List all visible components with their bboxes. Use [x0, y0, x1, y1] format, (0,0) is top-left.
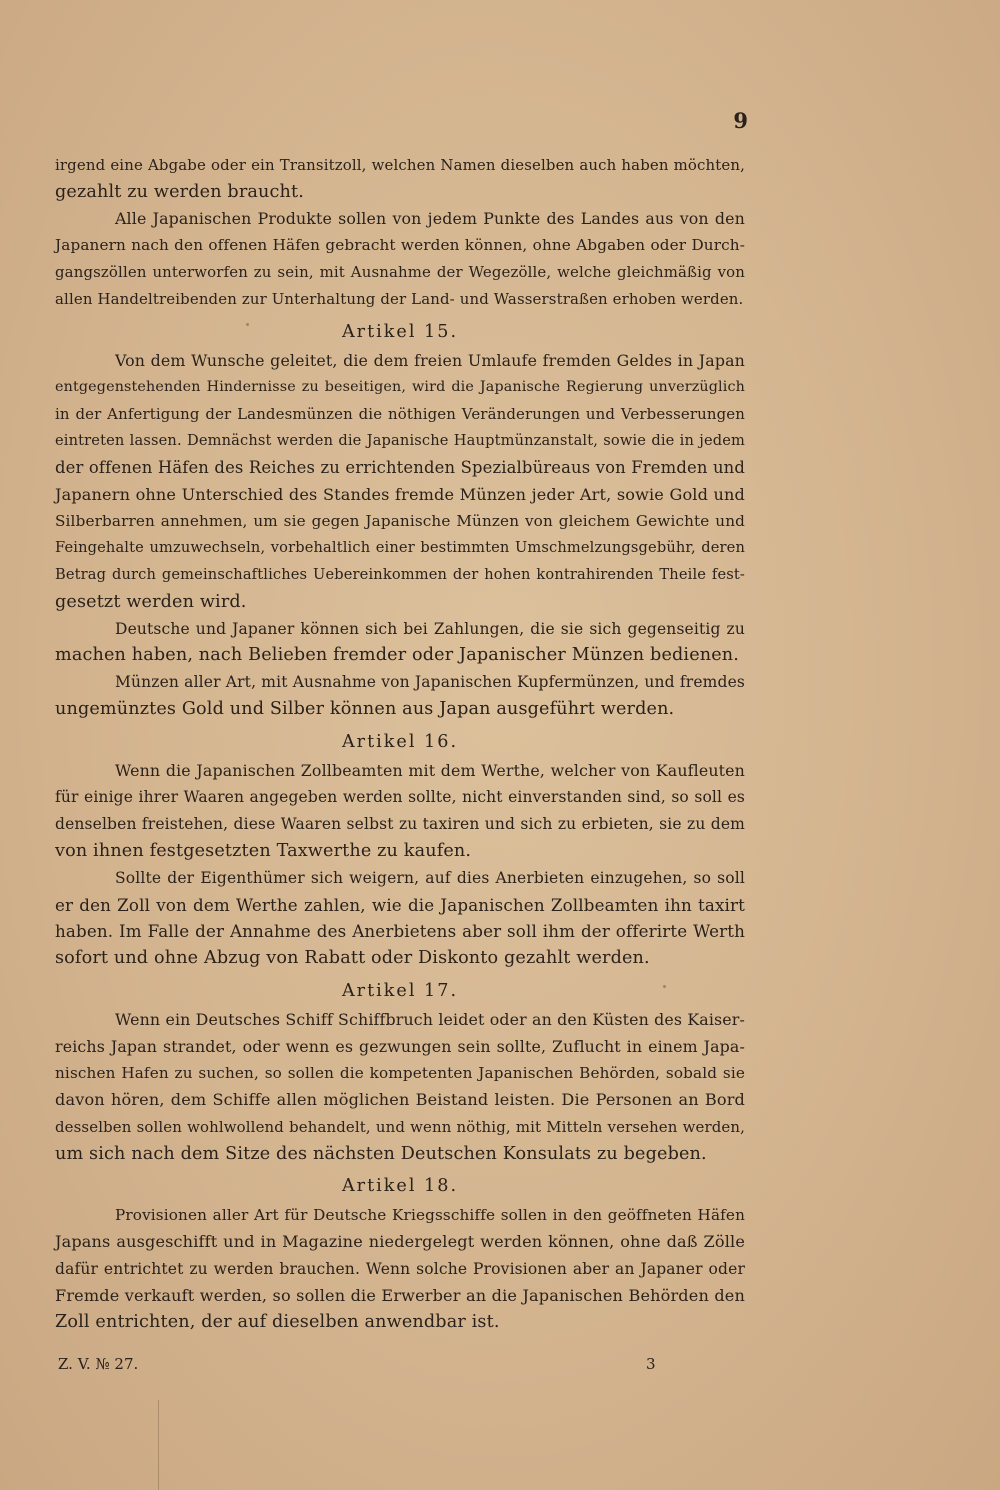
- text-line: reichs Japan strandet, oder wenn es gezwungen sein sollte, Zuflucht in einem Japa-: [55, 1036, 745, 1056]
- text-line: von ihnen festgesetzten Taxwerthe zu kaufen.: [55, 840, 472, 861]
- text-line: davon hören, dem Schiffe allen möglichen Beistand leisten. Die Personen an Bord: [55, 1090, 745, 1110]
- text-line: Japanern nach den offenen Häfen gebracht werden können, ohne Abgaben oder Durch-: [55, 236, 745, 255]
- text-line: Provisionen aller Art für Deutsche Kriegsschiffe sollen in den geöffneten Häfen: [115, 1206, 745, 1225]
- text-line: allen Handeltreibenden zur Unterhaltung der Land- und Wasserstraßen erhoben werden.: [55, 289, 744, 308]
- article-heading: Artikel 16.: [341, 731, 459, 752]
- text-line: Japanern ohne Unterschied des Standes fremde Münzen jeder Art, sowie Gold und: [55, 484, 745, 504]
- paper-speck: [663, 985, 666, 988]
- text-line: gangszöllen unterworfen zu sein, mit Ausnahme der Wegezölle, welche gleichmäßig von: [55, 263, 745, 282]
- text-line: Münzen aller Art, mit Ausnahme von Japanischen Kupfermünzen, und fremdes: [115, 673, 745, 692]
- text-line: der offenen Häfen des Reiches zu errichtenden Spezialbüreaus von Fremden und: [55, 457, 745, 477]
- text-line: gesetzt werden wird.: [55, 591, 247, 612]
- printer-signature: Z. V. № 27.: [58, 1355, 139, 1373]
- fold-mark: [158, 1400, 159, 1490]
- text-line: um sich nach dem Sitze des nächsten Deutschen Konsulats zu begeben.: [55, 1143, 707, 1164]
- text-line: haben. Im Falle der Annahme des Anerbietens aber soll ihm der offerirte Werth: [55, 921, 745, 942]
- text-line: dafür entrichtet zu werden brauchen. Wenn solche Provisionen aber an Japaner oder: [55, 1259, 745, 1278]
- text-line: nischen Hafen zu suchen, so sollen die kompetenten Japanischen Behörden, sobald sie: [55, 1064, 745, 1083]
- text-line: denselben freistehen, diese Waaren selbst zu taxiren und sich zu erbieten, sie zu dem: [55, 815, 745, 834]
- article-heading: Artikel 15.: [341, 321, 459, 342]
- text-line: für einige ihrer Waaren angegeben werden sollte, nicht einverstanden sind, so soll es: [55, 788, 745, 807]
- article-heading: Artikel 18.: [341, 1176, 459, 1197]
- paragraph: [55, 348, 745, 616]
- article-heading: Artikel 17.: [341, 980, 459, 1001]
- text-line: er den Zoll von dem Werthe zahlen, wie die Japanischen Zollbeamten ihn taxirt: [55, 894, 745, 915]
- text-line: Deutsche und Japaner können sich bei Zahlungen, die sie sich gegenseitig zu: [115, 619, 745, 638]
- text-line: Betrag durch gemeinschaftliches Uebereinkommen der hohen kontrahirenden Theile fest-: [55, 565, 745, 583]
- page-number: 9: [733, 108, 748, 133]
- text-line: ungemünztes Gold und Silber können aus Japan ausgeführt werden.: [55, 698, 675, 719]
- paragraph: [55, 865, 745, 972]
- text-line: gezahlt zu werden braucht.: [55, 181, 304, 202]
- text-line: sofort und ohne Abzug von Rabatt oder Diskonto gezahlt werden.: [55, 948, 650, 969]
- paragraph: [55, 1202, 745, 1336]
- text-line: Von dem Wunsche geleitet, die dem freien Umlaufe fremden Geldes in Japan: [115, 350, 745, 370]
- text-line: Wenn die Japanischen Zollbeamten mit dem Werthe, welcher von Kaufleuten: [115, 760, 745, 780]
- paragraph: [55, 206, 745, 313]
- text-line: Feingehalte umzuwechseln, vorbehaltlich einer bestimmten Umschmelzungsgebühr, deren: [55, 539, 745, 557]
- paragraph: [55, 152, 745, 206]
- paragraph: [55, 669, 745, 723]
- sheet-number: 3: [646, 1355, 656, 1373]
- text-line: in der Anfertigung der Landesmünzen die nöthigen Veränderungen und Verbesserungen: [55, 405, 745, 424]
- text-line: entgegenstehenden Hindernisse zu beseitigen, wird die Japanische Regierung unverzüglich: [55, 379, 745, 396]
- text-line: Silberbarren annehmen, um sie gegen Japanische Münzen von gleichem Gewichte und: [55, 512, 745, 531]
- text-line: desselben sollen wohlwollend behandelt, und wenn nöthig, mit Mitteln versehen werden,: [55, 1117, 745, 1136]
- body-text: [55, 152, 745, 1336]
- paragraph: [55, 758, 745, 865]
- text-line: Japans ausgeschifft und in Magazine niedergelegt werden können, ohne daß Zölle: [55, 1232, 745, 1252]
- paper-speck: [246, 323, 249, 326]
- paragraph: [55, 616, 745, 670]
- text-line: Sollte der Eigenthümer sich weigern, auf dies Anerbieten einzugehen, so soll: [115, 868, 745, 887]
- text-line: irgend eine Abgabe oder ein Transitzoll, welchen Namen dieselben auch haben möchten,: [55, 156, 745, 174]
- text-line: Wenn ein Deutsches Schiff Schiffbruch leidet oder an den Küsten des Kaiser-: [115, 1009, 745, 1029]
- text-line: Fremde verkauft werden, so sollen die Erwerber an die Japanischen Behörden den: [55, 1285, 745, 1305]
- text-line: Zoll entrichten, der auf dieselben anwendbar ist.: [55, 1312, 500, 1333]
- paragraph: [55, 1007, 745, 1168]
- text-line: machen haben, nach Belieben fremder oder Japanischer Münzen bedienen.: [55, 645, 740, 666]
- text-line: Alle Japanischen Produkte sollen von jedem Punkte des Landes aus von den: [115, 208, 745, 228]
- text-line: eintreten lassen. Demnächst werden die Japanische Hauptmünzanstalt, sowie die in jedem: [55, 431, 745, 449]
